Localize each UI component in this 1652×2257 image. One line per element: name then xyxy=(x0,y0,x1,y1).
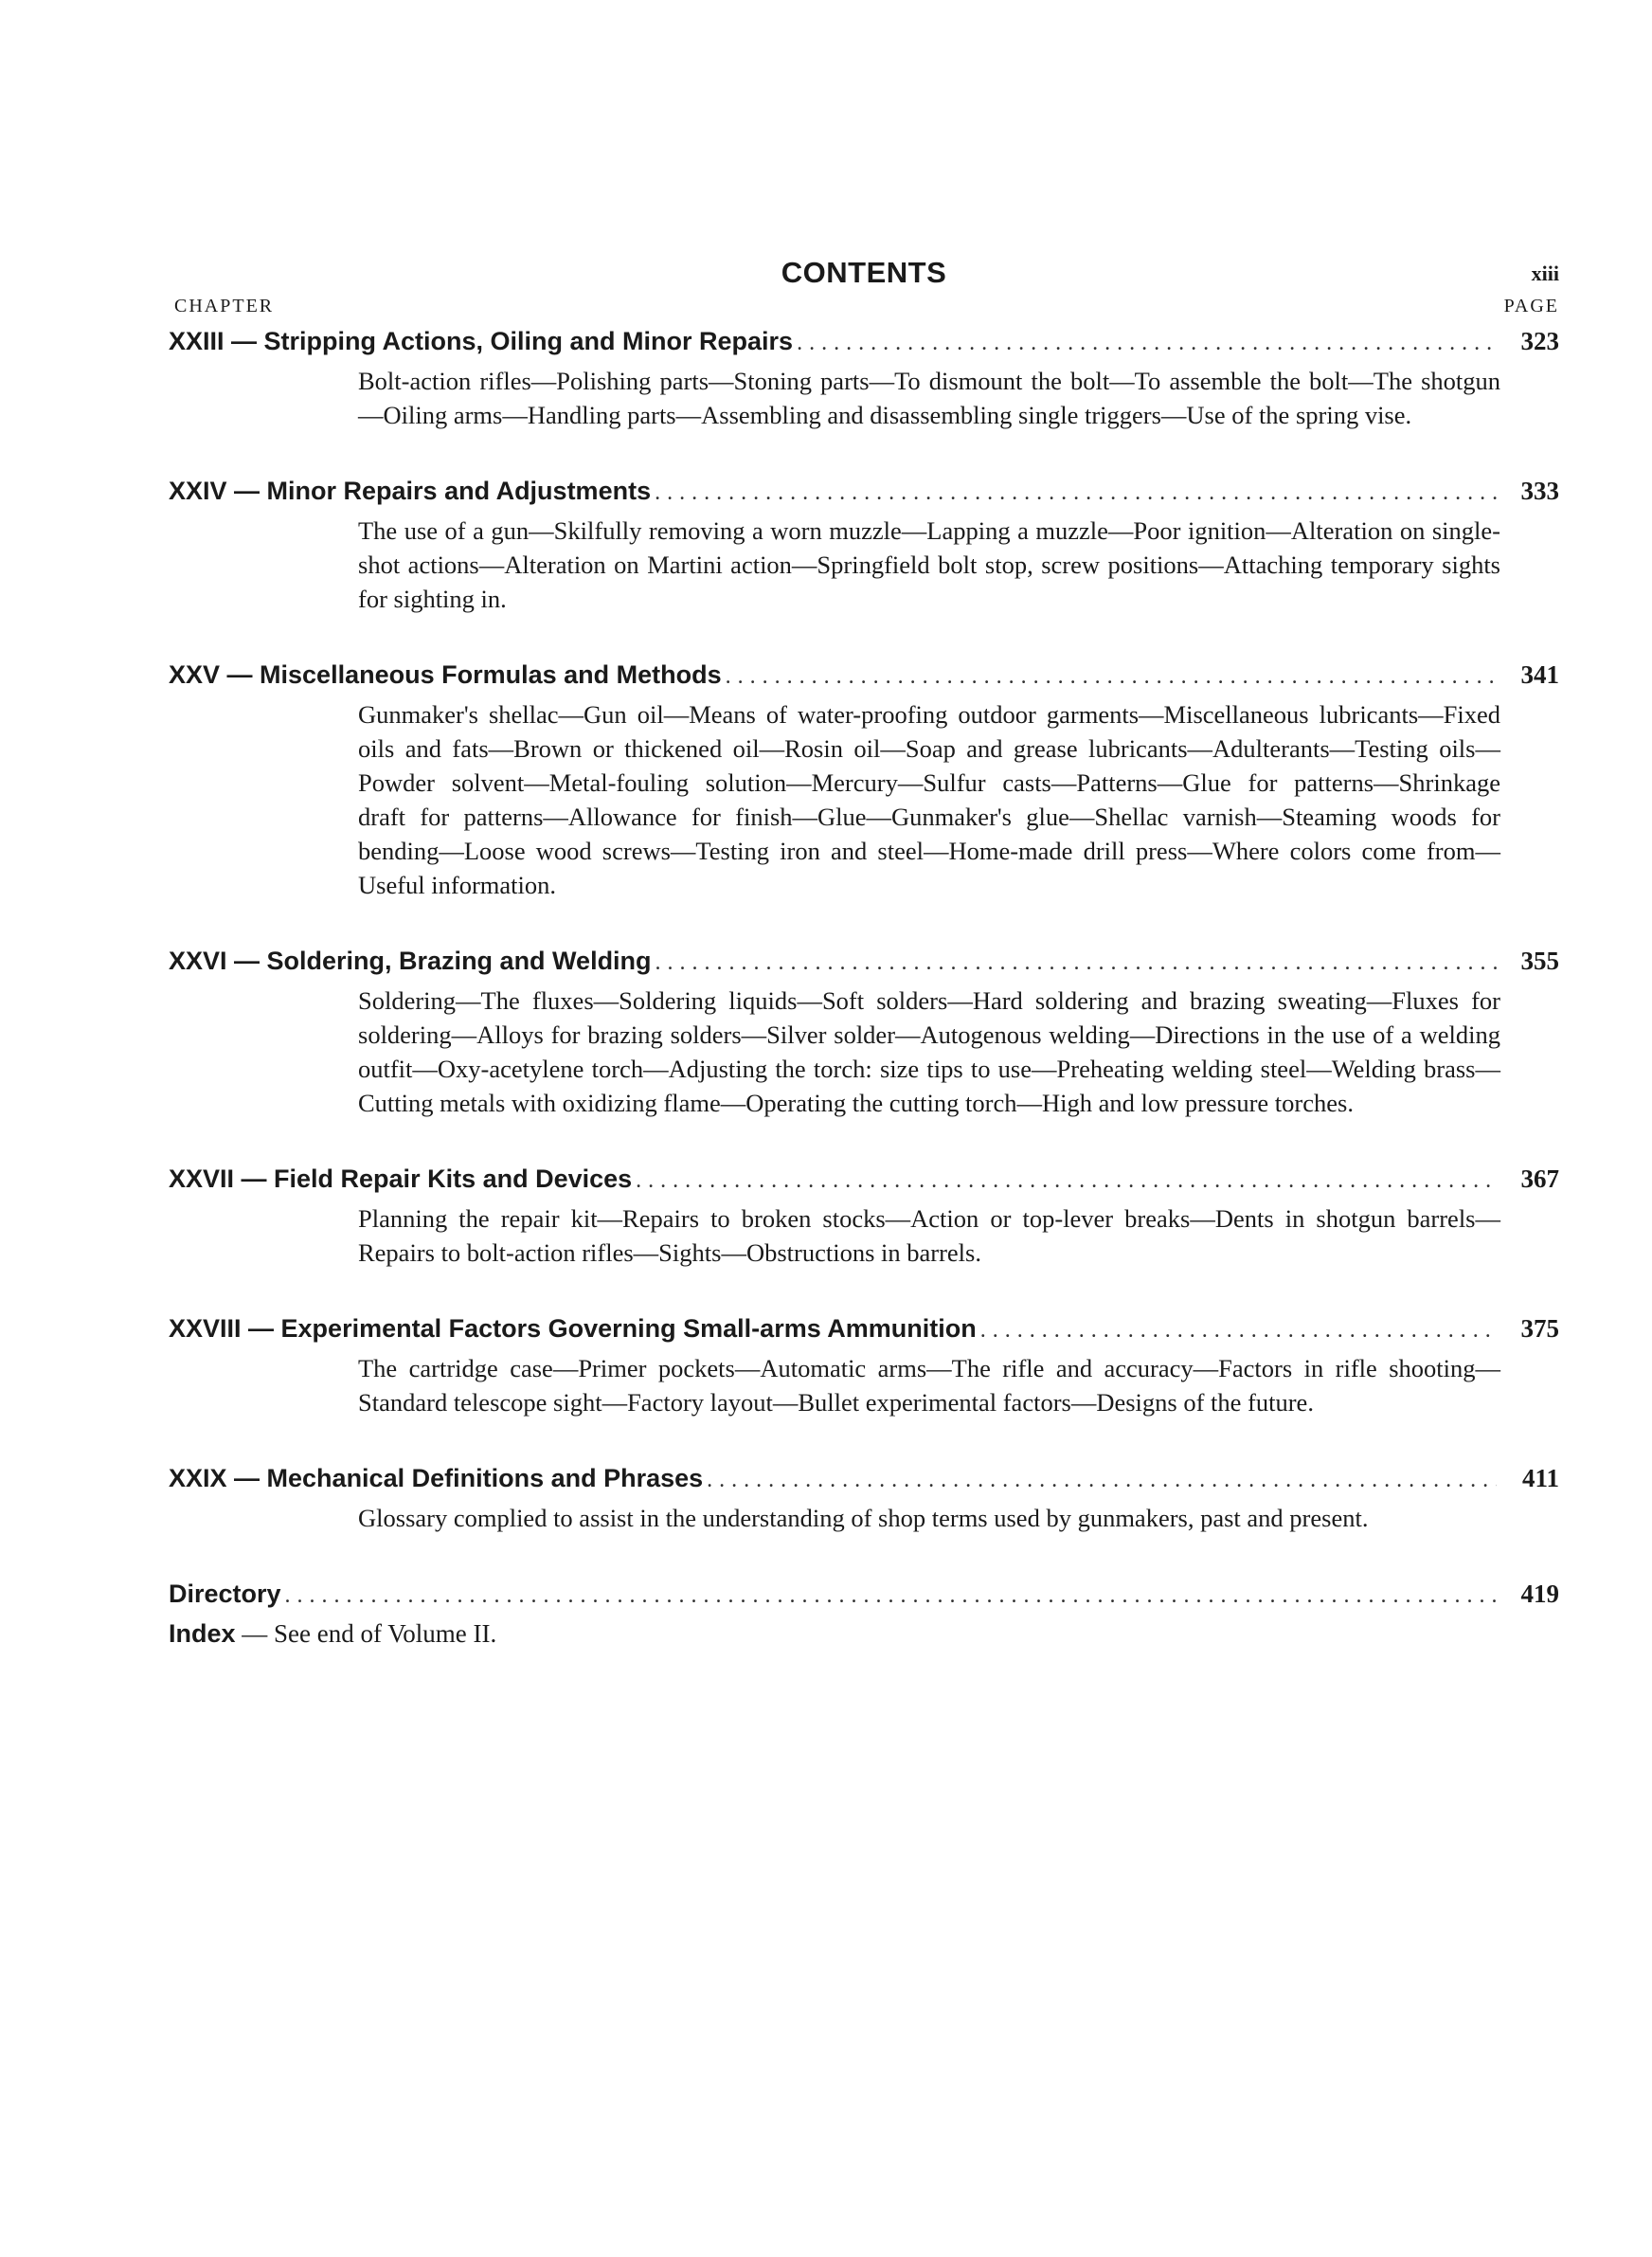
toc-entry-line xyxy=(169,942,1559,982)
chapter-page-number: 333 xyxy=(1520,477,1559,505)
toc-entry-line xyxy=(169,1160,1559,1200)
toc-entry-line xyxy=(169,656,1559,695)
chapter-column-label: CHAPTER xyxy=(174,296,275,316)
index-title: Index xyxy=(169,1619,236,1648)
directory-page-number: 419 xyxy=(1520,1580,1559,1608)
page-column-label: PAGE xyxy=(1503,296,1559,316)
chapter-page-number: 323 xyxy=(1520,327,1559,355)
chapter-title: XXVIII — Experimental Factors Governing Small-arms Ammunition xyxy=(169,1314,977,1343)
index-note: — See end of Volume II. xyxy=(242,1619,497,1648)
contents-page xyxy=(169,256,1559,1652)
toc-entry xyxy=(169,472,1559,616)
chapter-page-number: 375 xyxy=(1520,1314,1559,1343)
page-header xyxy=(169,256,1559,294)
dot-leader xyxy=(285,1577,1497,1615)
dot-leader xyxy=(636,1162,1497,1200)
dot-leader xyxy=(655,944,1497,982)
chapter-title: XXV — Miscellaneous Formulas and Methods xyxy=(169,660,722,689)
chapter-description: Planning the repair kit—Repairs to broken stocks—Action or top-lever breaks—Dents in shotgun barrels—Repairs to bolt-action rifles—Sights—Obstructions in barrels. xyxy=(358,1204,1500,1267)
dot-leader xyxy=(707,1461,1497,1499)
toc-entry xyxy=(169,656,1559,902)
chapter-description: Soldering—The fluxes—Soldering liquids—Soft solders—Hard soldering and brazing sweating—Fluxes for soldering—Alloys for brazing solders—Silver solder—Autogenous welding—Directions in the use of a welding outfit—Oxy-acetylene torch—Adjusting the torch: size tips to use—Preheating welding steel—Welding brass—Cutting metals with oxidizing flame—Operating the cutting torch—High and low pressure torches. xyxy=(358,986,1500,1117)
toc-entry-line xyxy=(169,1309,1559,1349)
index-entry xyxy=(169,1615,1559,1652)
toc-entry xyxy=(169,1160,1559,1270)
chapter-page-number: 355 xyxy=(1520,947,1559,975)
chapter-title: XXIII — Stripping Actions, Oiling and Minor Repairs xyxy=(169,327,794,355)
page-title: CONTENTS xyxy=(781,256,947,289)
toc-entry xyxy=(169,1459,1559,1535)
column-labels xyxy=(169,296,1559,322)
chapter-description: The use of a gun—Skilfully removing a worn muzzle—Lapping a muzzle—Poor ignition—Alteration on single-shot actions—Alteration on Martini action—Springfield bolt stop, screw positions—Attaching temporary sights for sighting in. xyxy=(358,516,1500,613)
directory-title: Directory xyxy=(169,1580,281,1608)
dot-leader xyxy=(797,324,1497,362)
toc-entry-line xyxy=(169,322,1559,362)
toc-entry xyxy=(169,322,1559,432)
chapter-description: Bolt-action rifles—Polishing parts—Stoning parts—To dismount the bolt—To assemble the bolt—The shotgun—Oiling arms—Handling parts—Assembling and disassembling single triggers—Use of the spring vise. xyxy=(358,367,1500,429)
back-matter xyxy=(169,1575,1559,1652)
chapter-description: Gunmaker's shellac—Gun oil—Means of water-proofing outdoor garments—Miscellaneous lubricants—Fixed oils and fats—Brown or thickened oil—Rosin oil—Soap and grease lubricants—Adulterants—Testing oils—Powder solvent—Metal-fouling solution—Mercury—Sulfur casts—Patterns—Glue for patterns—Shrinkage draft for patterns—Allowance for finish—Glue—Gunmaker's glue—Shellac varnish—Steaming woods for bending—Loose wood screws—Testing iron and steel—Home-made drill press—Where colors come from—Useful information. xyxy=(358,700,1500,899)
chapter-page-number: 367 xyxy=(1520,1165,1559,1193)
chapter-description: The cartridge case—Primer pockets—Automatic arms—The rifle and accuracy—Factors in rifle shooting—Standard telescope sight—Factory layout—Bullet experimental factors—Designs of the future. xyxy=(358,1354,1500,1417)
chapter-page-number: 411 xyxy=(1521,1464,1559,1492)
chapter-title: XXIX — Mechanical Definitions and Phrases xyxy=(169,1464,704,1492)
page-number: xiii xyxy=(1531,262,1559,285)
chapter-title: XXIV — Minor Repairs and Adjustments xyxy=(169,477,652,505)
chapter-title: XXVI — Soldering, Brazing and Welding xyxy=(169,947,652,975)
toc-entry-line xyxy=(169,472,1559,512)
dot-leader xyxy=(655,474,1497,512)
chapter-title: XXVII — Field Repair Kits and Devices xyxy=(169,1165,633,1193)
chapter-description: Glossary complied to assist in the understanding of shop terms used by gunmakers, past and present. xyxy=(358,1504,1369,1532)
toc-entry-line xyxy=(169,1459,1559,1499)
toc-entry xyxy=(169,942,1559,1120)
directory-entry xyxy=(169,1575,1559,1615)
chapter-page-number: 341 xyxy=(1520,660,1559,689)
dot-leader xyxy=(980,1311,1497,1349)
dot-leader xyxy=(726,658,1497,695)
toc-entry xyxy=(169,1309,1559,1419)
